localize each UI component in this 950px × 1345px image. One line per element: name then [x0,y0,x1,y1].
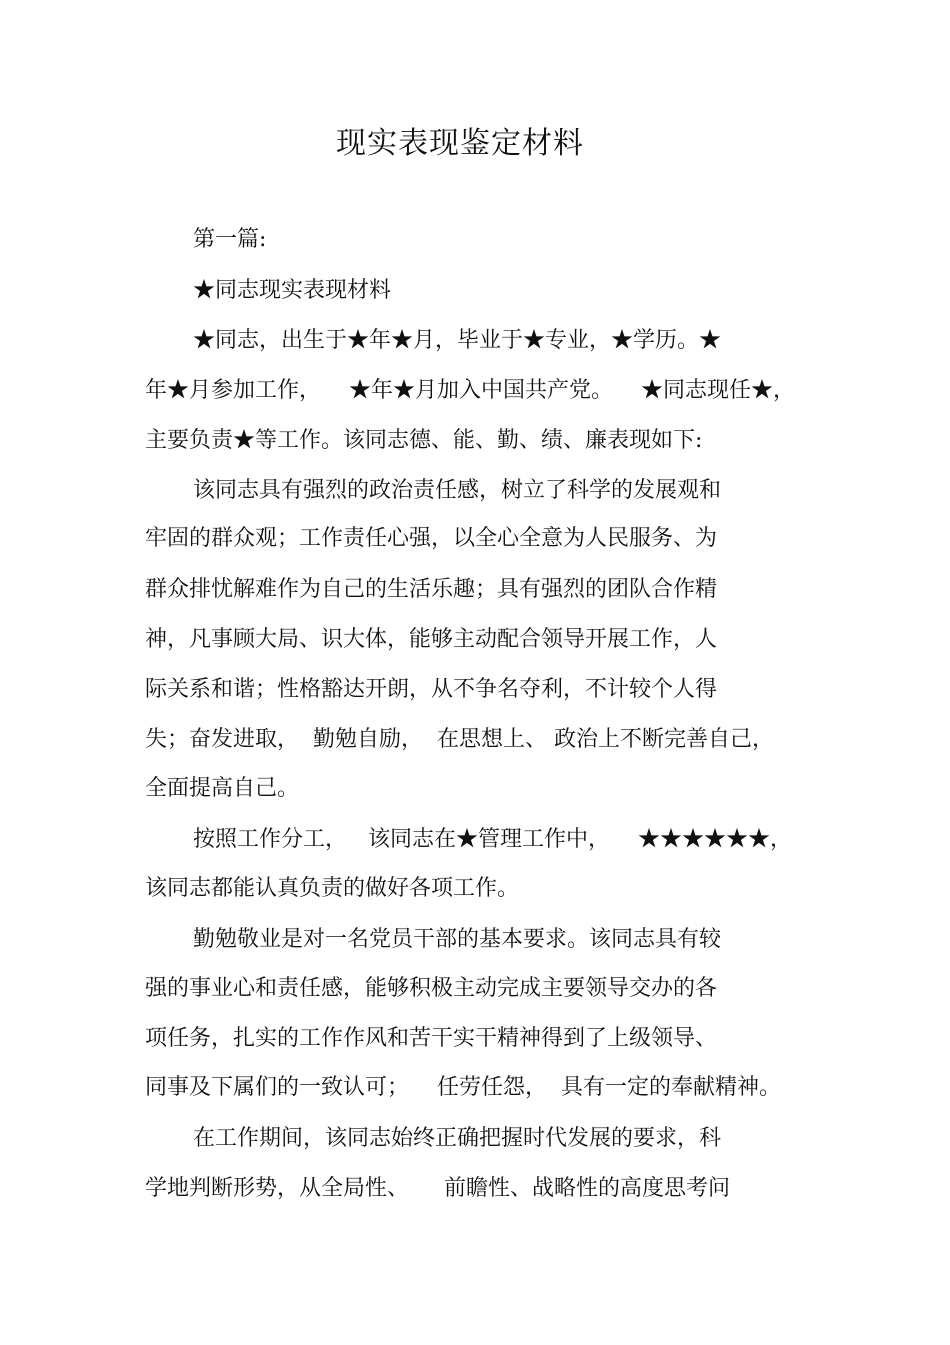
section-heading: 第一篇: [193,227,267,252]
paragraph-line: 年★月参加工作， ★年★月加入中国共产党。 ★同志现任★， [145,378,795,403]
paragraph-line: 牢固的群众观；工作责任心强，以全心全意为人民服务、为 [145,526,718,551]
paragraph-line: 际关系和谐；性格豁达开朗，从不争名夺利，不计较个人得 [145,677,718,702]
paragraph-line: 项任务，扎实的工作作风和苦干实干精神得到了上级领导、 [145,1026,718,1051]
paragraph-line: 学地判断形势，从全局性、 前瞻性、战略性的高度思考问 [145,1176,730,1201]
paragraph-line: 该同志具有强烈的政治责任感，树立了科学的发展观和 [193,478,722,503]
paragraph-line: 该同志都能认真负责的做好各项工作。 [145,876,520,901]
paragraph-line: 失；奋发进取， 勤勉自励， 在思想上、 政治上不断完善自己， [145,727,774,752]
paragraph-line: 按照工作分工， 该同志在★管理工作中， ★★★★★★， [193,827,792,852]
paragraph-line: ★同志，出生于★年★月，毕业于★专业，★学历。★ [193,328,722,353]
paragraph-line: 主要负责★等工作。该同志德、能、勤、绩、廉表现如下: [145,428,703,453]
paragraph-line: 强的事业心和责任感，能够积极主动完成主要领导交办的各 [145,976,718,1001]
paragraph-line: 神，凡事顾大局、识大体，能够主动配合领导开展工作，人 [145,627,718,652]
paragraph-line: 勤勉敬业是对一名党员干部的基本要求。该同志具有较 [193,927,722,952]
paragraph-line: 全面提高自己。 [145,776,300,801]
paragraph-line: 群众排忧解难作为自己的生活乐趣；具有强烈的团队合作精 [145,577,718,602]
paragraph-line: 在工作期间，该同志始终正确把握时代发展的要求，科 [193,1126,722,1151]
paragraph-line: 同事及下属们的一致认可； 任劳任怨， 具有一定的奉献精神。 [145,1075,781,1100]
document-title: 现实表现鉴定材料 [336,126,584,161]
material-heading: ★同志现实表现材料 [193,278,392,303]
